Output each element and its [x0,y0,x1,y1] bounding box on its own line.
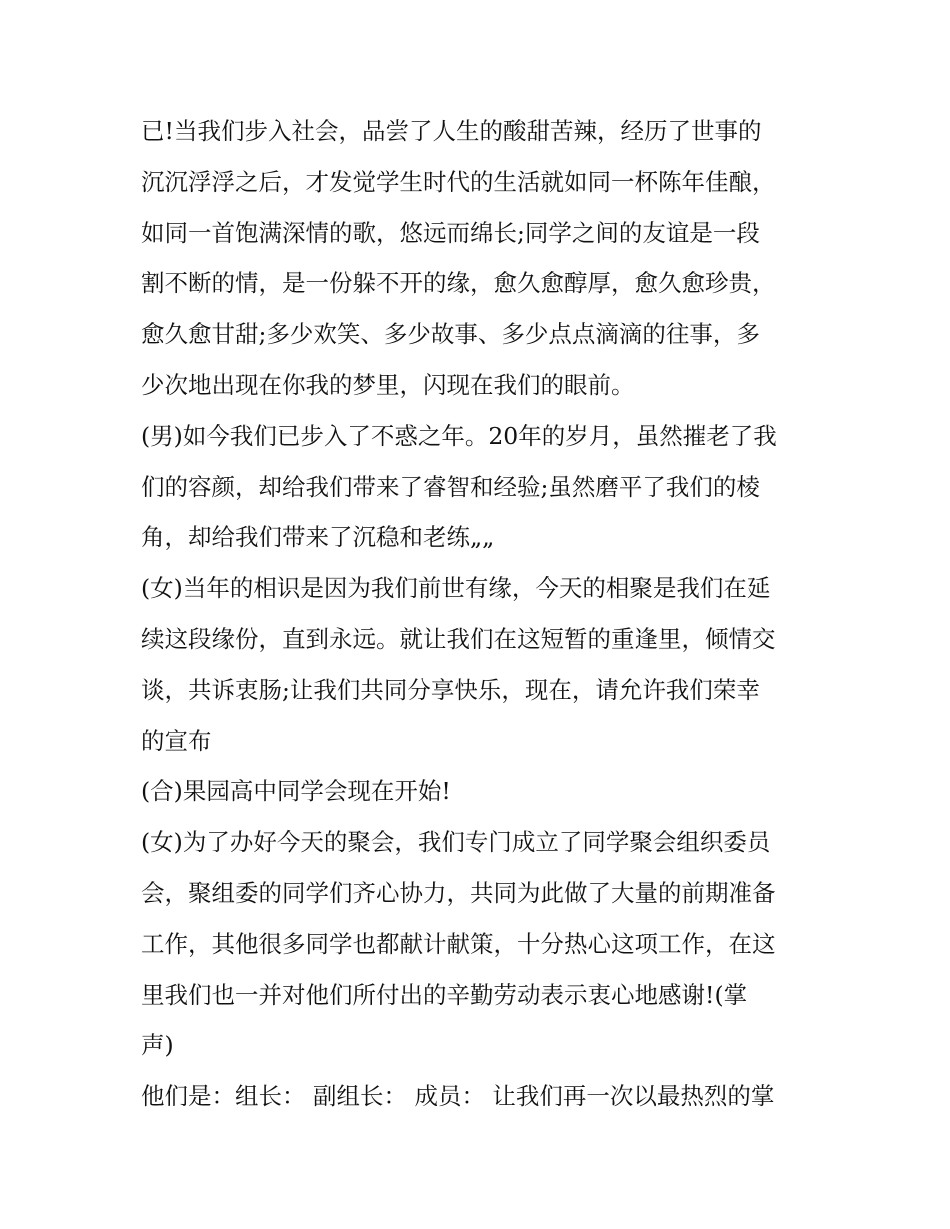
text-line: 角，却给我们带来了沉稳和老练„„ [141,523,495,552]
text-line: (女)当年的相识是因为我们前世有缘，今天的相聚是我们在延 [141,574,771,603]
text-line: 续这段缘份，直到永远。就让我们在这短暂的重逢里，倾情交 [141,624,776,653]
text-line: 声) [141,1031,174,1060]
text-line: 如同一首饱满深情的歌，悠远而绵长;同学之间的友谊是一段 [141,218,760,247]
body-text [141,106,821,1122]
text-line: (男)如今我们已步入了不惑之年。20年的岁月，虽然摧老了我 [141,421,777,450]
text-line: 已!当我们步入社会，品尝了人生的酸甜苦辣，经历了世事的 [141,117,762,145]
text-line: (女)为了办好今天的聚会，我们专门成立了同学聚会组织委员 [141,828,771,857]
text-line: 们的容颜，却给我们带来了睿智和经验;虽然磨平了我们的棱 [141,472,760,501]
text-line: 谈，共诉衷肠;让我们共同分享快乐，现在，请允许我们荣幸 [141,675,760,704]
text-line: 里我们也一并对他们所付出的辛勤劳动表示衷心地感谢!(掌 [141,980,748,1009]
text-line: 少次地出现在你我的梦里，闪现在我们的眼前。 [141,370,635,399]
text-line: (合)果园高中同学会现在开始! [141,777,451,806]
text-line: 工作，其他很多同学也都献计献策，十分热心这项工作，在这 [141,929,776,958]
text-line: 沉沉浮浮之后，才发觉学生时代的生活就如同一杯陈年佳酿， [141,167,776,196]
text-line: 的宣布 [141,726,212,755]
text-line: 他们是：组长： 副组长： 成员： 让我们再一次以最热烈的掌 [141,1082,775,1111]
text-line: 割不断的情，是一份躲不开的缘，愈久愈醇厚，愈久愈珍贵， [141,269,776,298]
text-line: 愈久愈甘甜;多少欢笑、多少故事、多少点点滴滴的往事，多 [141,320,760,349]
text-line: 会，聚组委的同学们齐心协力，共同为此做了大量的前期准备 [141,878,776,907]
